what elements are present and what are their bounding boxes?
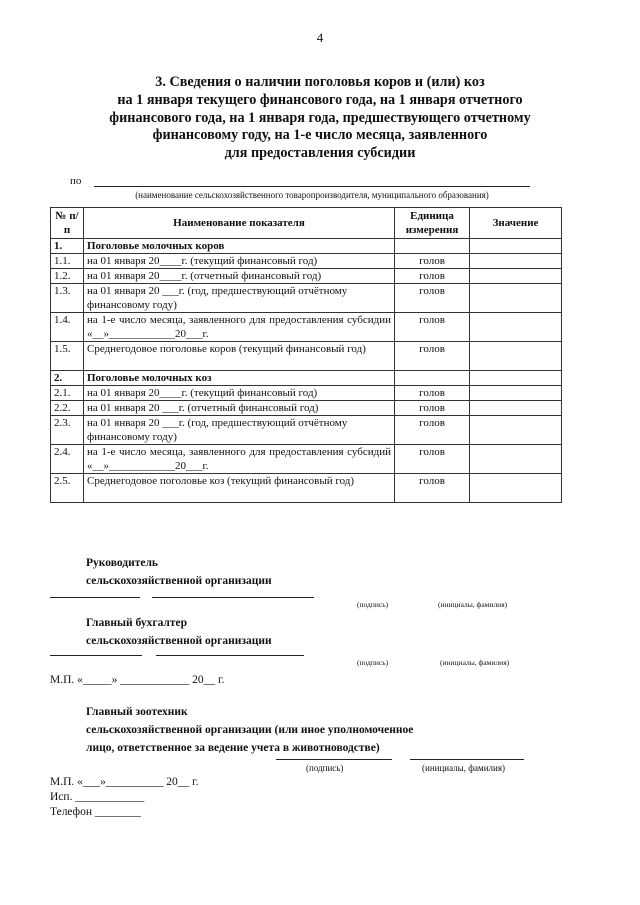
table-row xyxy=(51,371,562,386)
row-unit: голов xyxy=(395,474,470,503)
row-name: на 1-е число месяца, заявленного для предоставления субсидий «__»____________20___г. xyxy=(84,445,395,474)
stamp-date-line-2: М.П. «___»__________ 20__ г. xyxy=(50,776,199,788)
row-value[interactable] xyxy=(470,386,562,401)
header-value: Значение xyxy=(470,208,562,239)
phone-line: Телефон ________ xyxy=(50,806,141,818)
livestock-table xyxy=(50,207,562,503)
row-value[interactable] xyxy=(470,313,562,342)
head-name-field[interactable] xyxy=(152,597,314,598)
head-title xyxy=(86,554,272,590)
row-name: на 01 января 20____г. (текущий финансовый год) xyxy=(84,254,395,269)
row-value[interactable] xyxy=(470,401,562,416)
row-unit: голов xyxy=(395,445,470,474)
row-num: 2.1. xyxy=(51,386,84,401)
zoo-signature-field[interactable] xyxy=(276,759,392,760)
row-name: на 01 января 20____г. (отчетный финансовый год) xyxy=(84,269,395,284)
table-row xyxy=(51,386,562,401)
table-row xyxy=(51,269,562,284)
table-header-row xyxy=(51,208,562,239)
row-value[interactable] xyxy=(470,239,562,254)
title-line: финансовому году, на 1-е число месяца, заявленного xyxy=(152,127,488,144)
row-unit: голов xyxy=(395,416,470,445)
row-unit: голов xyxy=(395,401,470,416)
row-value[interactable] xyxy=(470,416,562,445)
row-num: 2.5. xyxy=(51,474,84,503)
table-row xyxy=(51,313,562,342)
row-name: на 01 января 20 ___г. (год, предшествующий отчётному финансовому году) xyxy=(84,284,395,313)
accountant-name-caption: (инициалы, фамилия) xyxy=(440,658,510,667)
accountant-title-line1: Главный бухгалтер xyxy=(86,617,188,629)
zoo-title-line3: лицо, ответственное за ведение учета в животноводстве) xyxy=(86,742,380,754)
section-title xyxy=(70,74,570,163)
accountant-title xyxy=(86,614,272,650)
head-signature-field[interactable] xyxy=(50,597,140,598)
table-row xyxy=(51,401,562,416)
row-num: 1.1. xyxy=(51,254,84,269)
table-row xyxy=(51,342,562,371)
row-value[interactable] xyxy=(470,445,562,474)
row-unit xyxy=(395,371,470,386)
header-num: № п/п xyxy=(51,208,84,239)
title-line: для предоставления субсидии xyxy=(224,145,416,162)
row-value[interactable] xyxy=(470,269,562,284)
row-value[interactable] xyxy=(470,371,562,386)
row-name: Среднегодовое поголовье коров (текущий финансовый год) xyxy=(84,342,395,371)
row-name: Среднегодовое поголовье коз (текущий финансовый год) xyxy=(84,474,395,503)
stamp-date-line-1: М.П. «_____» ____________ 20__ г. xyxy=(50,674,225,686)
head-title-line2: сельскохозяйственной организации xyxy=(86,575,272,587)
zootechnician-title xyxy=(86,703,413,757)
head-sign-caption: (подпись) xyxy=(357,600,389,609)
row-num: 1.4. xyxy=(51,313,84,342)
accountant-signature-field[interactable] xyxy=(50,655,142,656)
row-name: на 01 января 20____г. (текущий финансовый год) xyxy=(84,386,395,401)
page-number: 4 xyxy=(316,30,324,45)
table-row xyxy=(51,239,562,254)
title-line: 3. Сведения о наличии поголовья коров и (или) коз xyxy=(155,74,485,90)
title-line: на 1 января текущего финансового года, на 1 января отчетного xyxy=(117,91,523,108)
row-num: 2.4. xyxy=(51,445,84,474)
row-unit: голов xyxy=(395,254,470,269)
row-num: 1. xyxy=(51,239,84,254)
row-num: 2. xyxy=(51,371,84,386)
row-value[interactable] xyxy=(470,284,562,313)
executor-line: Исп. ____________ xyxy=(50,791,145,803)
row-unit: голов xyxy=(395,342,470,371)
zoo-title-line1: Главный зоотехник xyxy=(86,706,188,718)
row-unit: голов xyxy=(395,386,470,401)
table-row xyxy=(51,284,562,313)
row-num: 1.3. xyxy=(51,284,84,313)
row-name: Поголовье молочных коров xyxy=(84,239,395,254)
accountant-sign-caption: (подпись) xyxy=(357,658,389,667)
row-value[interactable] xyxy=(470,254,562,269)
table-row xyxy=(51,445,562,474)
row-num: 1.2. xyxy=(51,269,84,284)
row-unit xyxy=(395,239,470,254)
producer-name-caption: (наименование сельскохозяйственного товаропроизводителя, муниципального образования) xyxy=(135,190,489,200)
table-row xyxy=(51,254,562,269)
row-name: Поголовье молочных коз xyxy=(84,371,395,386)
row-name: на 1-е число месяца, заявленного для предоставления субсидии «__»____________20___г. xyxy=(84,313,395,342)
producer-name-field[interactable] xyxy=(94,186,530,187)
zoo-sign-caption: (подпись) xyxy=(306,763,344,773)
po-label: по xyxy=(70,175,82,187)
header-name: Наименование показателя xyxy=(84,208,395,239)
table-row xyxy=(51,416,562,445)
accountant-title-line2: сельскохозяйственной организации xyxy=(86,635,272,647)
row-unit: голов xyxy=(395,284,470,313)
row-name: на 01 января 20 ___г. (год, предшествующий отчётному финансовому году) xyxy=(84,416,395,445)
row-value[interactable] xyxy=(470,474,562,503)
row-num: 2.2. xyxy=(51,401,84,416)
zoo-title-line2: сельскохозяйственной организации (или иное уполномоченное xyxy=(86,724,414,736)
row-value[interactable] xyxy=(470,342,562,371)
row-unit: голов xyxy=(395,269,470,284)
title-line: финансового года, на 1 января года, предшествующего отчетному xyxy=(109,109,531,126)
head-name-caption: (инициалы, фамилия) xyxy=(438,600,508,609)
row-num: 2.3. xyxy=(51,416,84,445)
row-name: на 01 января 20 ___г. (отчетный финансовый год) xyxy=(84,401,395,416)
row-num: 1.5. xyxy=(51,342,84,371)
accountant-name-field[interactable] xyxy=(156,655,304,656)
head-title-line1: Руководитель xyxy=(86,557,158,569)
zoo-name-caption: (инициалы, фамилия) xyxy=(422,763,505,773)
table-row xyxy=(51,474,562,503)
header-unit: Единица измерения xyxy=(395,208,470,239)
zoo-name-field[interactable] xyxy=(410,759,524,760)
row-unit: голов xyxy=(395,313,470,342)
